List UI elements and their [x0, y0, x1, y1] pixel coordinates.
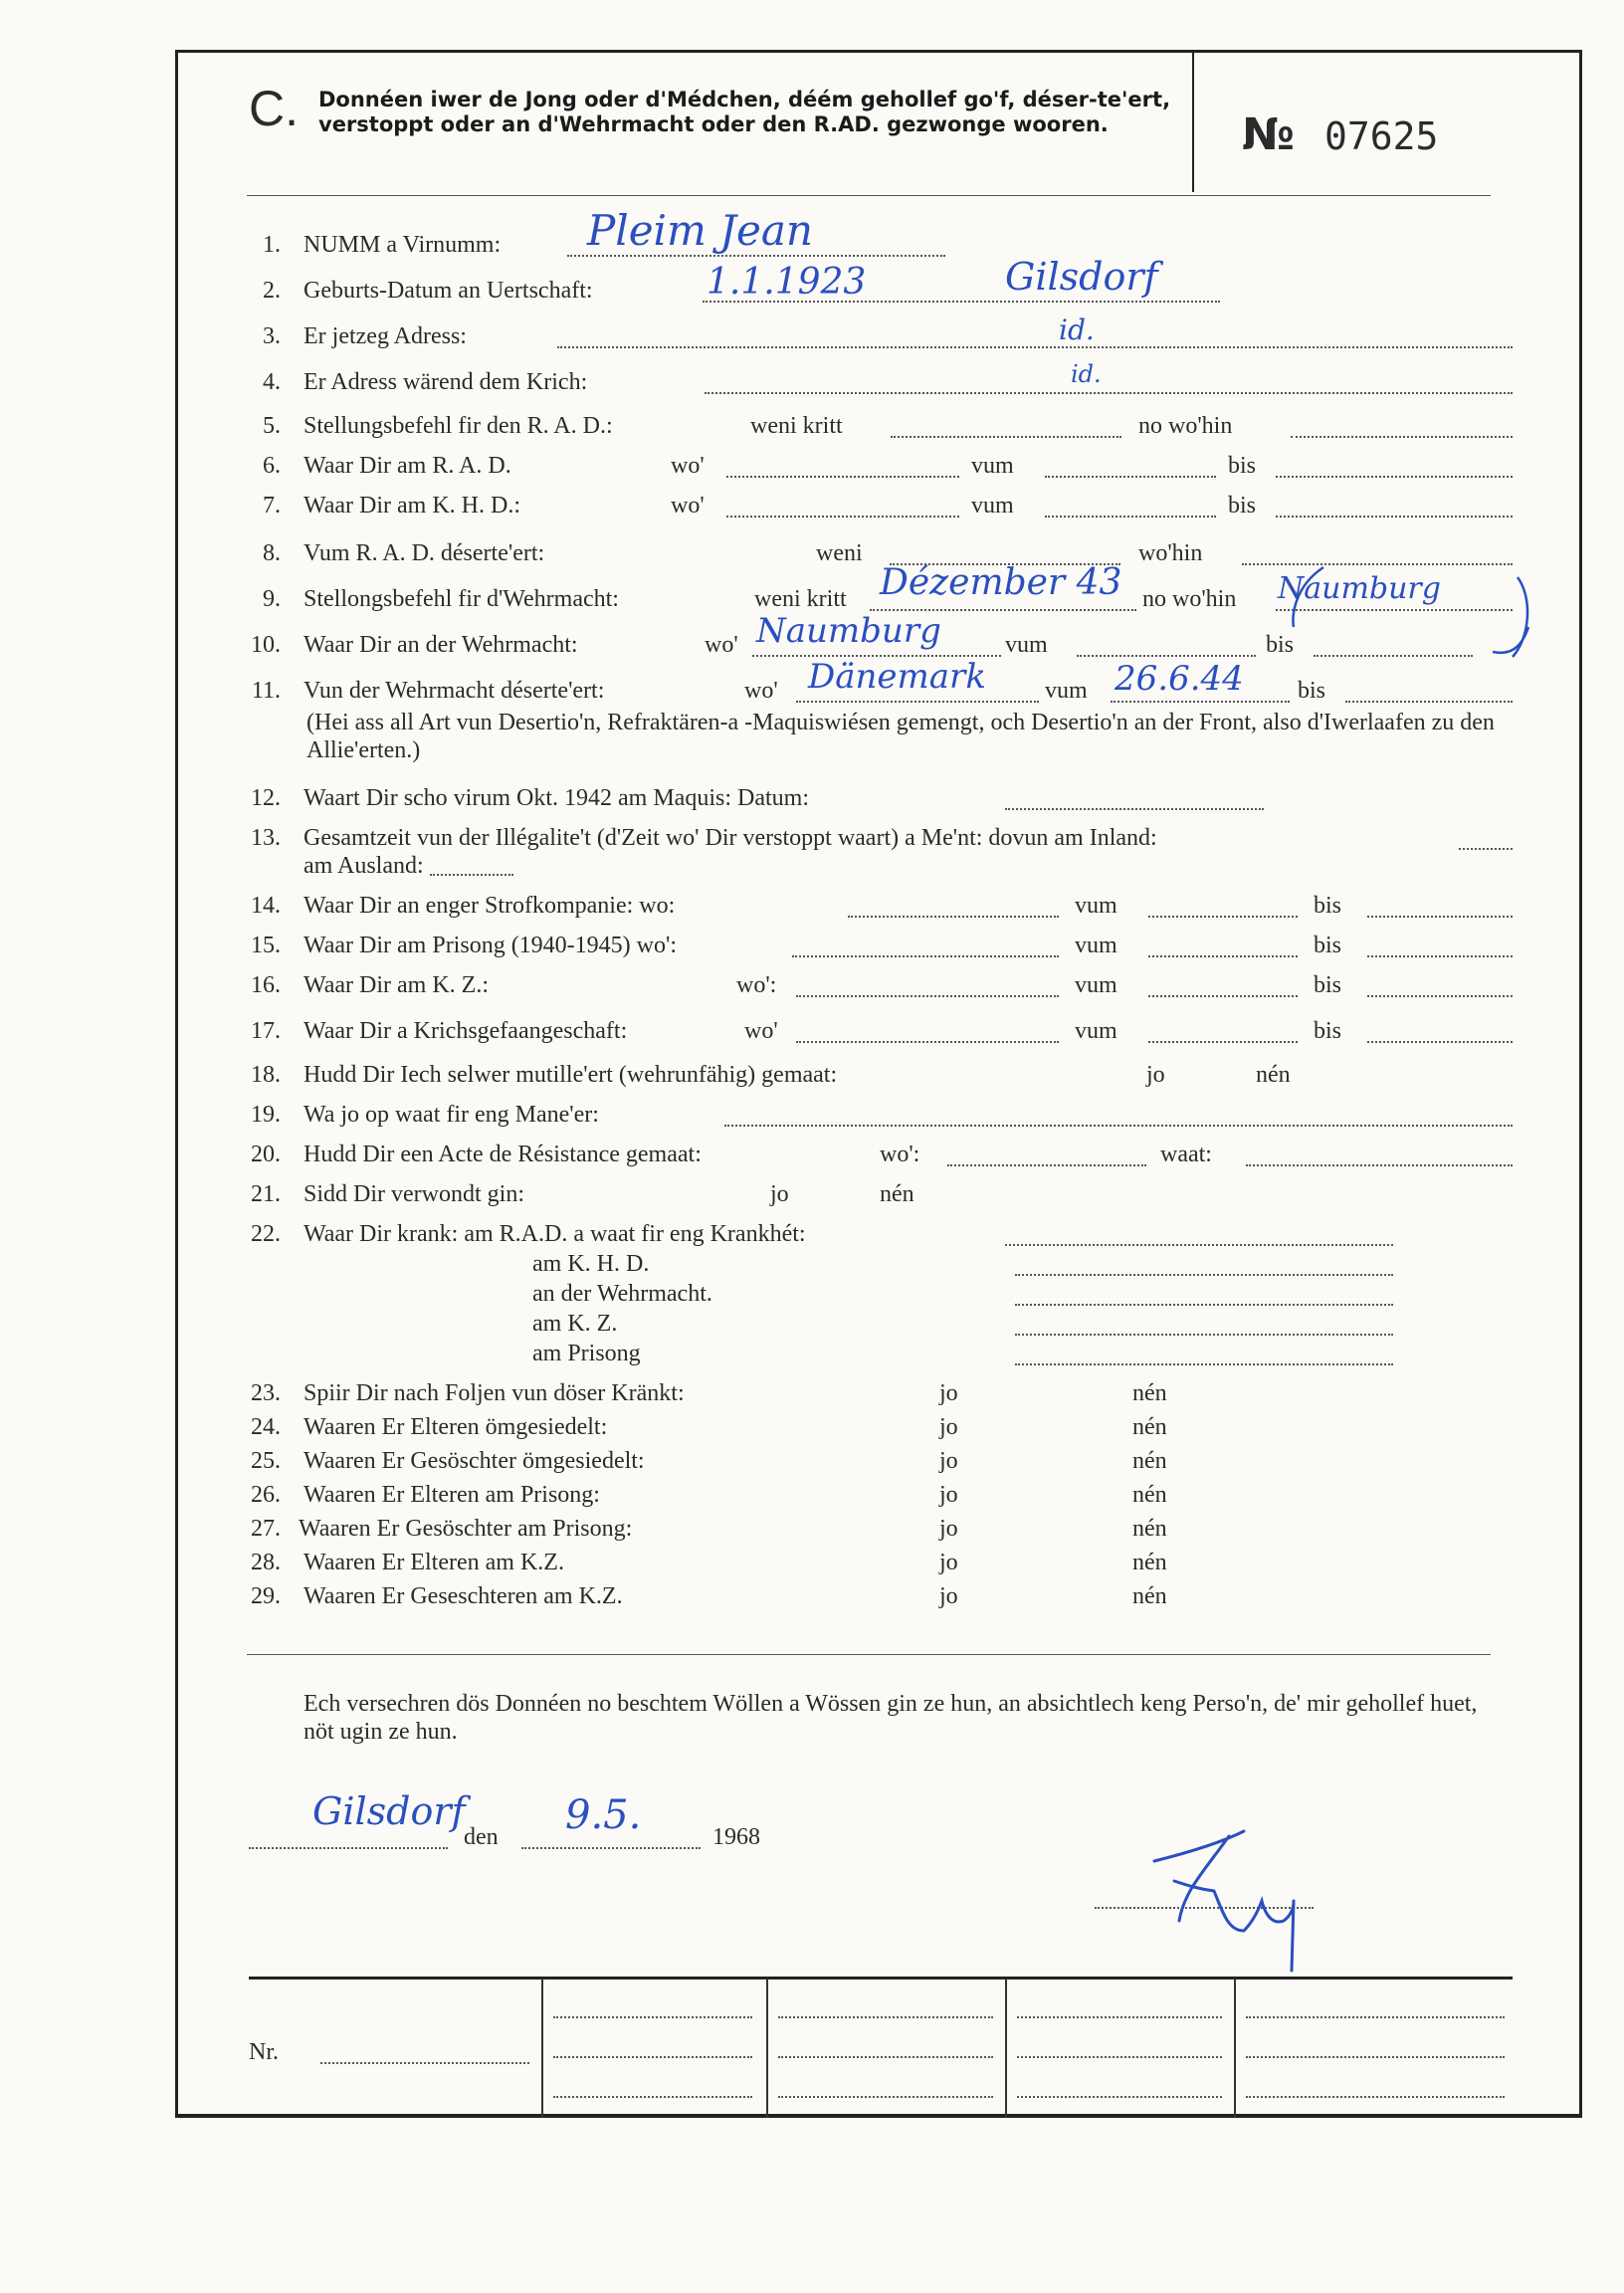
ink-bracket: [1284, 557, 1552, 667]
option-no: nén: [1256, 1062, 1291, 1088]
section-rule: [247, 1654, 1491, 1655]
option-yes: jo: [939, 1414, 958, 1440]
field-label: bis: [1314, 1018, 1342, 1044]
question-label: Waaren Er Elteren am Prisong:: [304, 1482, 600, 1508]
handwritten-desertion-date: 26.6.44: [1115, 659, 1244, 699]
answer-line: [1367, 995, 1513, 997]
question-number: 26.: [251, 1482, 281, 1508]
question-label: Er jetzeg Adress:: [304, 323, 467, 349]
question-number: 7.: [263, 493, 281, 519]
question-label: Waar Dir am K. Z.:: [304, 972, 489, 998]
desertion-note: (Hei ass all Art vun Desertio'n, Refraktären-a -Maquiswiésen gemengt, och Desertio'n an der Front, also d'Iwerlaafen zu den Allie'erten.): [306, 710, 1495, 763]
question-number: 8.: [263, 540, 281, 566]
answer-line: [567, 255, 945, 257]
option-yes: jo: [939, 1482, 958, 1508]
number-sign: №: [1242, 109, 1295, 160]
footer-divider: [1005, 1979, 1007, 2118]
footer-line: [1246, 2016, 1505, 2018]
answer-line: [792, 955, 1059, 957]
declaration-text: Ech versechren dös Donnéen no beschtem Wöllen a Wössen gin ze hun, an absichtlech keng Perso'n, de' mir gehollef huet, nöt ugin ze hun.: [304, 1691, 1478, 1745]
answer-line: [1148, 1041, 1298, 1043]
question-label: Spiir Dir nach Foljen vun döser Kränkt:: [304, 1380, 685, 1406]
footer-divider: [1234, 1979, 1236, 2118]
question-number: 29.: [251, 1583, 281, 1609]
option-no: nén: [1132, 1550, 1167, 1575]
question-number: 12.: [251, 785, 281, 811]
question-label: Waar Dir am K. H. D.:: [304, 493, 521, 519]
year-label: 1968: [712, 1824, 760, 1850]
field-label: bis: [1314, 893, 1342, 919]
option-no: nén: [1132, 1516, 1167, 1542]
answer-line: [1111, 701, 1290, 703]
field-label: wo':: [880, 1142, 920, 1167]
answer-line: [1367, 955, 1513, 957]
header-divider: [1192, 53, 1194, 192]
field-label: vum: [971, 453, 1014, 479]
footer-line: [1017, 2056, 1222, 2058]
question-number: 21.: [251, 1181, 281, 1207]
answer-line: [1015, 1363, 1393, 1365]
answer-line: [726, 516, 959, 518]
place-line: [249, 1847, 448, 1849]
footer-line: [778, 2096, 993, 2098]
answer-line: [1005, 1244, 1393, 1246]
signature: [1134, 1821, 1333, 2000]
answer-line: [705, 392, 1513, 394]
question-number: 11.: [251, 678, 281, 704]
field-label: weni kritt: [750, 413, 843, 439]
option-no: nén: [1132, 1380, 1167, 1406]
answer-line: [1148, 916, 1298, 918]
field-label: weni kritt: [754, 586, 847, 612]
field-label: vum: [1075, 933, 1117, 958]
section-letter: C.: [249, 81, 299, 136]
option-yes: jo: [939, 1516, 958, 1542]
footer-line: [778, 2016, 993, 2018]
question-label: Gesamtzeit vun der Illégalite't (d'Zeit wo' Dir verstoppt waart) a Me'nt: dovun am Inland:: [304, 825, 1157, 851]
answer-line: [1276, 476, 1513, 478]
question-label: Hudd Dir Iech selwer mutille'ert (wehrunfähig) gemaat:: [304, 1062, 838, 1088]
handwritten-desertion-place: Dänemark: [808, 657, 986, 697]
handwritten-place: Gilsdorf: [312, 1789, 466, 1833]
option-no: nén: [1132, 1414, 1167, 1440]
answer-line: [1345, 701, 1513, 703]
illness-sub-label: an der Wehrmacht.: [532, 1281, 712, 1307]
question-number: 23.: [251, 1380, 281, 1406]
question-label: Vum R. A. D. déserte'ert:: [304, 540, 545, 566]
question-label: Er Adress wärend dem Krich:: [304, 369, 588, 395]
option-no: nén: [1132, 1583, 1167, 1609]
footer-line: [1246, 2096, 1505, 2098]
question-label: Stellongsbefehl fir d'Wehrmacht:: [304, 586, 619, 612]
field-label: wo': [705, 632, 738, 658]
question-number: 19.: [251, 1102, 281, 1128]
question-label: Wa jo op waat fir eng Mane'er:: [304, 1102, 599, 1128]
question-label-continued: am Ausland:: [304, 853, 424, 879]
illness-sub-label: am K. Z.: [532, 1311, 618, 1337]
question-number: 3.: [263, 323, 281, 349]
footer-nr-label: Nr.: [249, 2039, 279, 2065]
question-label: Waar Dir am Prisong (1940-1945) wo':: [304, 933, 677, 958]
question-label: Geburts-Datum an Uertschaft:: [304, 278, 593, 304]
answer-line: [947, 1164, 1146, 1166]
option-yes: jo: [1146, 1062, 1165, 1088]
question-number: 1.: [263, 232, 281, 258]
handwritten-order-date: Dézember 43: [880, 562, 1122, 603]
answer-line: [430, 874, 513, 876]
question-label: Waaren Er Gesöschter am Prisong:: [299, 1516, 633, 1542]
footer-line: [1246, 2056, 1505, 2058]
answer-line: [796, 995, 1059, 997]
number-value: 07625: [1323, 114, 1439, 158]
field-label: vum: [1045, 678, 1088, 704]
answer-line: [724, 1125, 1513, 1127]
footer-line: [1017, 2096, 1222, 2098]
option-no: nén: [1132, 1482, 1167, 1508]
footer-line: [553, 2096, 752, 2098]
question-label: Vun der Wehrmacht déserte'ert:: [304, 678, 605, 704]
answer-line: [1045, 516, 1216, 518]
handwritten-name: Pleim Jean: [587, 206, 813, 255]
question-label: Waar Dir a Krichsgefaangeschaft:: [304, 1018, 628, 1044]
question-number: 14.: [251, 893, 281, 919]
illness-sub-label: am K. H. D.: [532, 1251, 650, 1277]
option-yes: jo: [939, 1448, 958, 1474]
field-label: wo': [671, 493, 705, 519]
answer-line: [1459, 848, 1513, 850]
field-label: weni: [816, 540, 863, 566]
answer-line: [848, 916, 1059, 918]
answer-line: [1291, 436, 1513, 438]
handwritten-unit-place: Naumburg: [756, 611, 941, 651]
footer-divider: [541, 1979, 543, 2118]
question-label: Waar Dir am R. A. D.: [304, 453, 511, 479]
question-label: Hudd Dir een Acte de Résistance gemaat:: [304, 1142, 702, 1167]
header-rule: [247, 195, 1491, 196]
question-number: 28.: [251, 1550, 281, 1575]
answer-line: [1148, 955, 1298, 957]
field-label: vum: [971, 493, 1014, 519]
field-label: wo':: [736, 972, 777, 998]
question-number: 22.: [251, 1221, 281, 1247]
field-label: no wo'hin: [1138, 413, 1233, 439]
question-number: 18.: [251, 1062, 281, 1088]
field-label: wo': [744, 678, 778, 704]
field-label: bis: [1298, 678, 1326, 704]
option-no: nén: [1132, 1448, 1167, 1474]
question-number: 13.: [251, 825, 281, 851]
handwritten-birthdate: 1.1.1923: [707, 262, 867, 303]
field-label: wo': [671, 453, 705, 479]
field-label: bis: [1266, 632, 1295, 658]
question-label: Waaren Er Gesöschter ömgesiedelt:: [304, 1448, 645, 1474]
answer-line: [1015, 1334, 1393, 1336]
question-label: Waar Dir an enger Strofkompanie: wo:: [304, 893, 676, 919]
question-number: 9.: [263, 586, 281, 612]
question-number: 27.: [251, 1516, 281, 1542]
question-label: NUMM a Virnumm:: [304, 232, 502, 258]
footer-rule: [249, 1977, 1513, 1980]
field-label: vum: [1075, 972, 1117, 998]
footer-divider: [766, 1979, 768, 2118]
question-number: 24.: [251, 1414, 281, 1440]
question-label: Sidd Dir verwondt gin:: [304, 1181, 524, 1207]
question-number: 25.: [251, 1448, 281, 1474]
question-number: 2.: [263, 278, 281, 304]
question-label: Waar Dir an der Wehrmacht:: [304, 632, 578, 658]
answer-line: [1246, 1164, 1513, 1166]
field-label: vum: [1075, 893, 1117, 919]
question-label: Waaren Er Elteren am K.Z.: [304, 1550, 564, 1575]
answer-line: [1005, 808, 1264, 810]
question-number: 6.: [263, 453, 281, 479]
answer-line: [557, 346, 1513, 348]
handwritten-date: 9.5.: [565, 1792, 642, 1838]
footer-line: [553, 2016, 752, 2018]
field-label: bis: [1314, 972, 1342, 998]
field-label: vum: [1005, 632, 1048, 658]
handwritten-birthplace: Gilsdorf: [1005, 255, 1158, 299]
answer-line: [1276, 516, 1513, 518]
answer-line: [726, 476, 959, 478]
question-label: Waaren Er Elteren ömgesiedelt:: [304, 1414, 608, 1440]
form-heading: Donnéen iwer de Jong oder d'Médchen, déém gehollef go'f, déser-te'ert, verstoppt oder an d'Wehrmacht oder den R.AD. gezwonge wooren.: [318, 88, 1171, 136]
answer-line: [1015, 1304, 1393, 1306]
option-no: nén: [880, 1181, 914, 1207]
field-label: bis: [1228, 453, 1257, 479]
question-number: 16.: [251, 972, 281, 998]
question-number: 10.: [251, 632, 281, 658]
date-line: [521, 1847, 701, 1849]
footer-line: [553, 2056, 752, 2058]
answer-line: [1148, 995, 1298, 997]
answer-line: [1077, 655, 1256, 657]
form-number: [1242, 109, 1438, 160]
answer-line: [1367, 916, 1513, 918]
answer-line: [1015, 1274, 1393, 1276]
field-label: waat:: [1160, 1142, 1212, 1167]
question-number: 20.: [251, 1142, 281, 1167]
illness-sub-label: am Prisong: [532, 1341, 641, 1366]
question-number: 4.: [263, 369, 281, 395]
field-label: bis: [1228, 493, 1257, 519]
question-label: Stellungsbefehl fir den R. A. D.:: [304, 413, 613, 439]
answer-line: [796, 701, 1039, 703]
field-label: wo': [744, 1018, 778, 1044]
answer-line: [891, 436, 1121, 438]
question-number: 5.: [263, 413, 281, 439]
question-label: Waaren Er Geseschteren am K.Z.: [304, 1583, 623, 1609]
answer-line: [796, 1041, 1059, 1043]
option-yes: jo: [770, 1181, 789, 1207]
question-number: 17.: [251, 1018, 281, 1044]
question-number: 15.: [251, 933, 281, 958]
field-label: no wo'hin: [1142, 586, 1237, 612]
option-yes: jo: [939, 1583, 958, 1609]
footer-nr-line: [320, 2062, 529, 2064]
footer-line: [778, 2056, 993, 2058]
handwritten-address: id.: [1059, 313, 1095, 346]
question-label: Waar Dir krank: am R.A.D. a waat fir eng Krankhét:: [304, 1221, 806, 1247]
field-label: wo'hin: [1138, 540, 1203, 566]
field-label: bis: [1314, 933, 1342, 958]
option-yes: jo: [939, 1550, 958, 1575]
answer-line: [1367, 1041, 1513, 1043]
den-label: den: [464, 1824, 499, 1850]
field-label: vum: [1075, 1018, 1117, 1044]
answer-line: [1045, 476, 1216, 478]
option-yes: jo: [939, 1380, 958, 1406]
question-label: Waart Dir scho virum Okt. 1942 am Maquis: Datum:: [304, 785, 809, 811]
handwritten-war-address: id.: [1071, 360, 1102, 388]
handwritten-order-place: Naumburg: [1278, 571, 1441, 606]
footer-line: [1017, 2016, 1222, 2018]
